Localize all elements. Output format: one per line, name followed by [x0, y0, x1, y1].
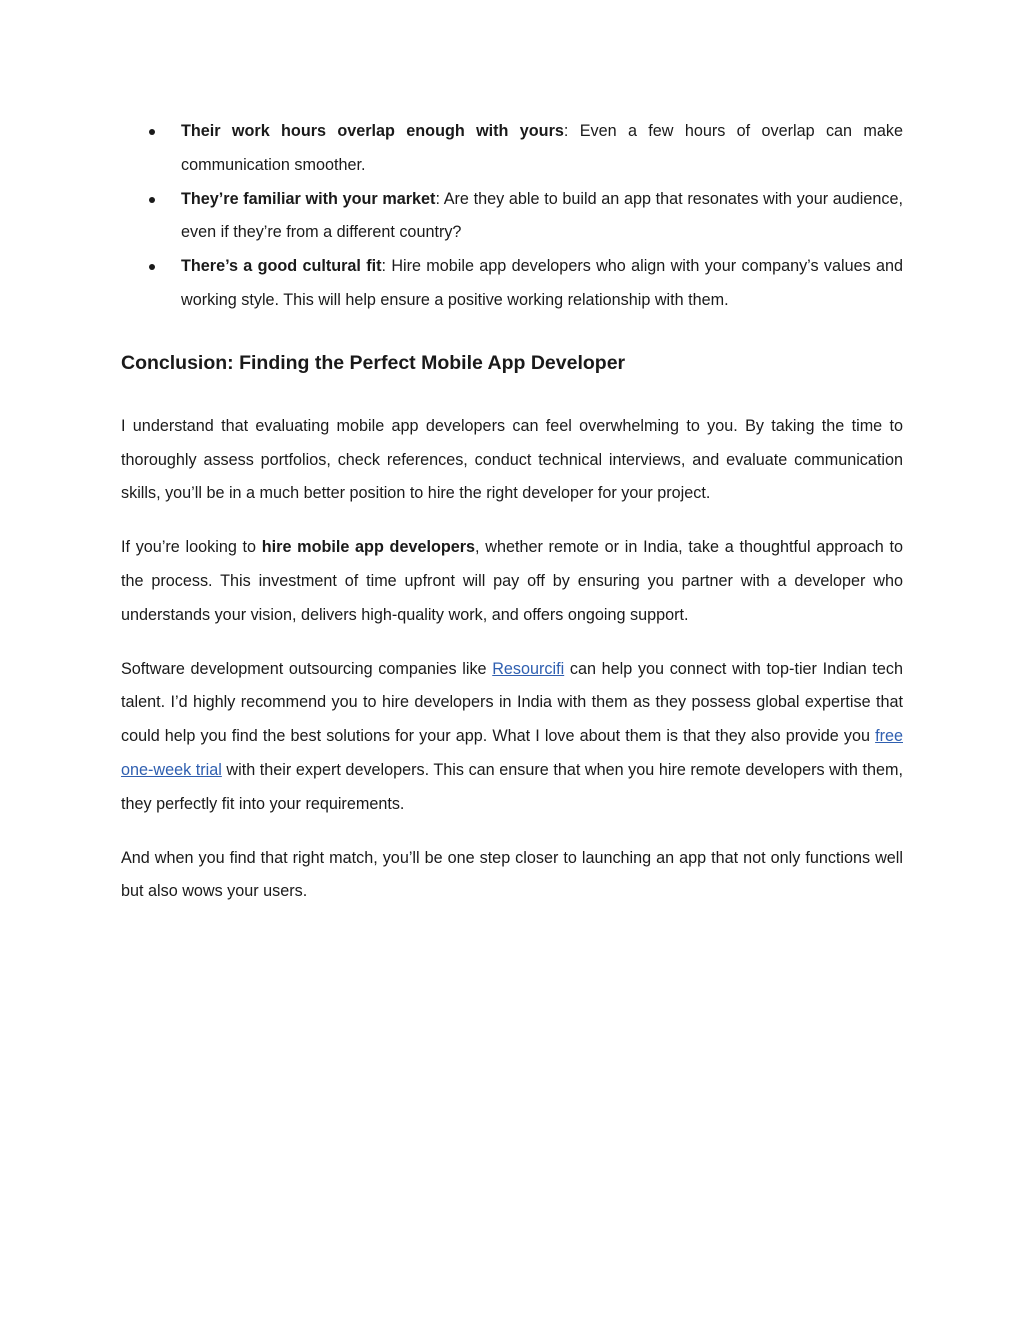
bullet-icon [149, 264, 155, 270]
bullet-item-cultural-fit [121, 250, 903, 318]
bullet-text: : Even a few hours of overlap can make communication smoother. [181, 122, 903, 174]
bullet-icon [149, 129, 155, 135]
bullet-item-work-hours [121, 115, 903, 183]
paragraph-text: Software development outsourcing companies like [121, 659, 493, 678]
bullet-text: : Hire mobile app developers who align with your company’s values and working style. This will help ensure a positive working relationship with them. [181, 257, 903, 309]
bold-phrase: hire mobile app developers [261, 538, 476, 557]
bullet-term: Their work hours overlap enough with yours [181, 122, 564, 140]
bullet-icon [149, 197, 155, 203]
paragraph-evaluating: I understand that evaluating mobile app developers can feel overwhelming to you. By taking the time to thoroughly assess portfolios, check references, conduct technical interviews, and evaluate communication skills, you’ll be in a much better position to hire the right developer for your project. [121, 416, 903, 503]
free-trial-link[interactable]: free one-week trial [121, 727, 903, 779]
bullet-term: There’s a good cultural fit [181, 257, 382, 276]
paragraph-text: with their expert developers. This can ensure that when you hire remote developers with them, they perfectly fit into your requirements. [121, 760, 903, 813]
paragraph-looking-to-hire [121, 531, 903, 632]
bullet-item-market [121, 183, 903, 251]
paragraph-text: , whether remote or in India, take a thoughtful approach to the process. This investment of time upfront will pay off by ensuring you partner with a developer who understands your vision, delivers high-quality work, and offers ongoing support. [121, 538, 903, 624]
paragraph-text: If you’re looking to [121, 538, 262, 557]
section-heading: Conclusion: Finding the Perfect Mobile App Developer [121, 351, 626, 374]
bullet-term: They’re familiar with your market [181, 189, 436, 208]
paragraph-right-match: And when you find that right match, you’ll be one step closer to launching an app that not only functions well but also wows your users. [121, 848, 903, 901]
document-content [121, 115, 903, 909]
bullet-text: : Are they able to build an app that resonates with your audience, even if they’re from a different country? [181, 189, 903, 242]
paragraph-outsourcing [121, 653, 903, 822]
paragraph-text: can help you connect with top-tier Indian tech talent. I’d highly recommend you to hire developers in India with them as they possess global expertise that could help you find the best solutions for your app. What I love about them is that they also provide you [121, 659, 903, 746]
resourcifi-link[interactable]: Resourcifi [492, 659, 565, 678]
bullet-list [121, 115, 903, 318]
